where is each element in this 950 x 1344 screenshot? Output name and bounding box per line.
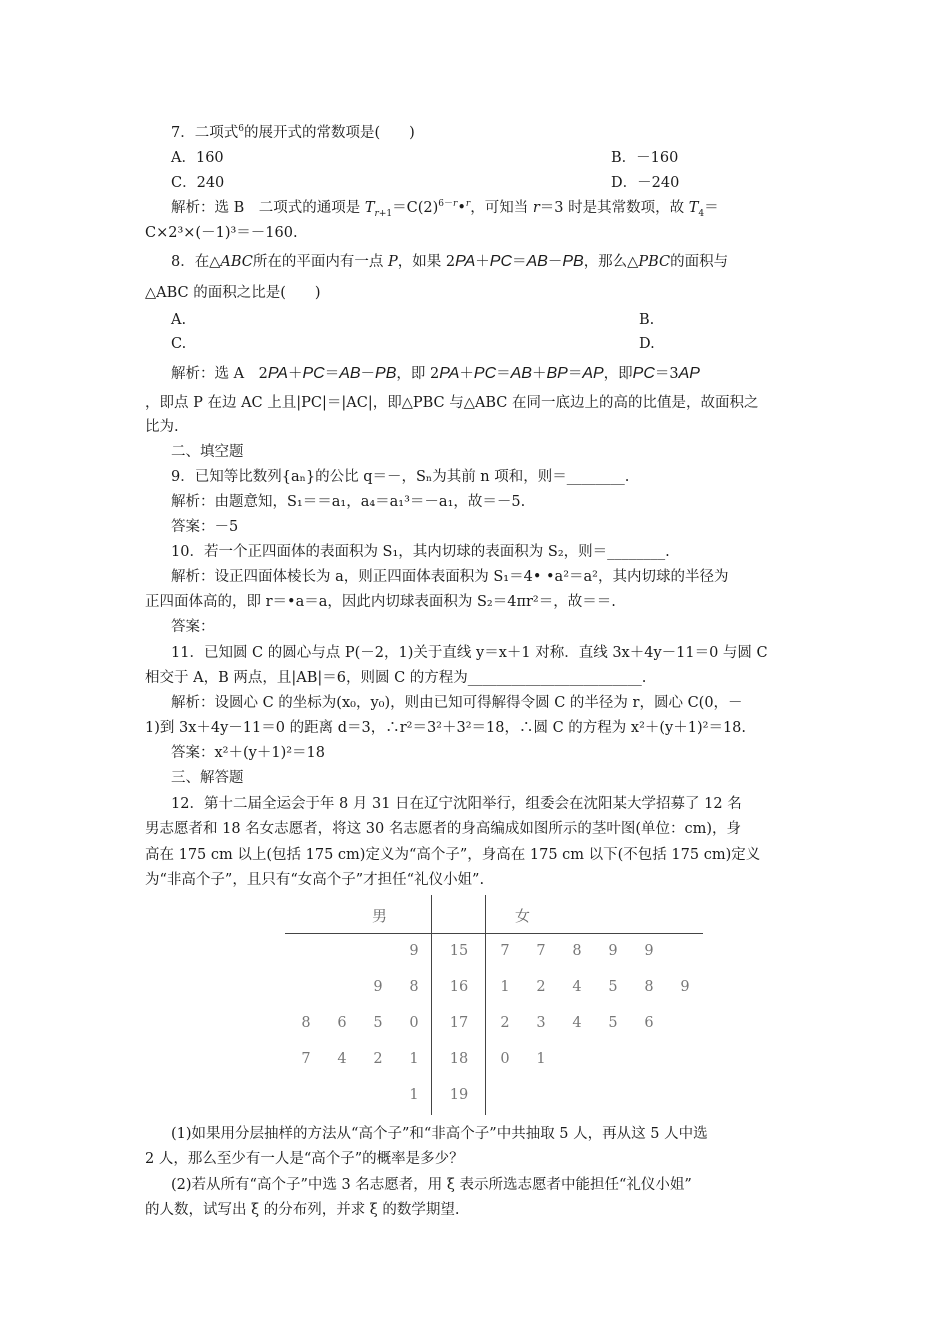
q9-answer: 答案：－5: [171, 519, 239, 535]
male-leaf: 9: [409, 943, 419, 959]
q10-analysis-line1: 解析：设正四面体棱长为 a，则正四面体表面积为 S₁＝4• •a²＝a²，其内切球的半径为: [171, 569, 729, 585]
female-leaf: 7: [536, 943, 546, 959]
stem-value: 15: [449, 943, 469, 959]
female-leaf: 6: [644, 1015, 654, 1031]
q7-analysis-line1: 解析：选 B 二项式的通项是 $T_{r+1}=C(2)^{6-r}•^r$，可知当 r＝3 时是其常数项，故 $T_4=$: [171, 199, 719, 219]
q7-options-cd: [171, 173, 821, 193]
q8-option-d: D.: [639, 336, 655, 352]
female-header: 女: [515, 907, 531, 925]
q7-analysis-line2: C×2³×(－1)³＝－160.: [145, 225, 298, 241]
q7-option-d: D．－240: [611, 175, 680, 191]
q11-analysis-line1: 解析：设圆心 C 的坐标为(x₀，y₀)，则由已知可得解得令圆 C 的半径为 r，圆心 C(0，－: [171, 695, 743, 711]
female-leaf: 4: [572, 979, 582, 995]
q9-stem: 9．已知等比数列{aₙ}的公比 q＝－，Sₙ为其前 n 项和，则＝________.: [171, 469, 630, 485]
female-leaf: 4: [572, 1015, 582, 1031]
q8-stem-line2: △ABC 的面积之比是( ): [145, 285, 321, 301]
female-leaf: 7: [500, 943, 510, 959]
q8-analysis-line3: 比为.: [145, 419, 179, 435]
q8-option-b: B.: [639, 312, 655, 328]
female-leaf: 5: [608, 979, 618, 995]
male-leaf: 8: [409, 979, 419, 995]
stem-value: 16: [449, 979, 469, 995]
stem-value: 19: [449, 1087, 469, 1103]
q10-analysis-line2: 正四面体高的，即 r＝•a＝a，因此内切球表面积为 S₂＝4πr²＝，故＝＝.: [145, 594, 616, 610]
q11-stem-line1: 11．已知圆 C 的圆心与点 P(－2，1)关于直线 y＝x＋1 对称．直线 3x＋4y－11＝0 与圆 C: [171, 645, 768, 661]
q7-option-a: A．160: [171, 150, 224, 166]
q12-part2-line2: 的人数，试写出 ξ 的分布列，并求 ξ 的数学期望.: [145, 1202, 460, 1218]
q8-option-a: A.: [171, 312, 187, 328]
male-leaf: 0: [409, 1015, 419, 1031]
male-leaf: 8: [301, 1015, 311, 1031]
section-fill-in-heading: 二、填空题: [171, 444, 244, 460]
q12-stem-line3: 高在 175 cm 以上(包括 175 cm)定义为“高个子”，身高在 175 cm 以下(不包括 175 cm)定义: [145, 847, 761, 863]
male-leaf: 2: [373, 1051, 383, 1067]
female-leaf: 5: [608, 1015, 618, 1031]
male-leaf: 1: [409, 1051, 419, 1067]
female-leaf: 9: [680, 979, 690, 995]
female-leaf: 2: [536, 979, 546, 995]
q11-stem-line2: 相交于 A，B 两点，且|AB|＝6，则圆 C 的方程为________________________.: [145, 670, 647, 686]
q12-stem-line1: 12．第十二届全运会于年 8 月 31 日在辽宁沈阳举行，组委会在沈阳某大学招募了 12 名: [171, 796, 742, 812]
q10-answer: 答案：: [171, 619, 215, 635]
female-leaf: 1: [536, 1051, 546, 1067]
stem-value: 18: [449, 1051, 469, 1067]
male-leaf: 9: [373, 979, 383, 995]
q9-analysis: 解析：由题意知，S₁＝＝a₁，a₄＝a₁³＝－a₁，故＝－5.: [171, 494, 526, 510]
section-solution-heading: 三、解答题: [171, 770, 244, 786]
q8-options-cd: [171, 334, 821, 354]
stem-value: 17: [449, 1015, 469, 1031]
q8-analysis-line1: 解析：选 A 2PA＋PC＝AB－PB，即 2PA＋PC＝AB＋BP＝AP，即PC＝3AP: [171, 365, 700, 382]
q8-option-c: C.: [171, 336, 187, 352]
stem-leaf-plot: [285, 893, 705, 1118]
female-leaf: 0: [500, 1051, 510, 1067]
q11-analysis-line2: 1)到 3x＋4y－11＝0 的距离 d＝3，∴r²＝3²＋3²＝18，∴圆 C 的方程为 x²＋(y＋1)²＝18.: [145, 720, 746, 736]
table-header-divider: [285, 933, 703, 934]
q11-answer: 答案：x²＋(y＋1)²＝18: [171, 745, 325, 761]
female-leaf: 3: [536, 1015, 546, 1031]
male-leaf: 5: [373, 1015, 383, 1031]
male-leaf: 7: [301, 1051, 311, 1067]
q7-option-b: B．－160: [611, 150, 679, 166]
q12-part2-line1: (2)若从所有“高个子”中选 3 名志愿者，用 ξ 表示所选志愿者中能担任“礼仪小姐”: [171, 1177, 692, 1193]
female-leaf: 8: [644, 979, 654, 995]
male-leaf: 1: [409, 1087, 419, 1103]
male-leaf: 4: [337, 1051, 347, 1067]
male-leaf: 6: [337, 1015, 347, 1031]
q12-part1-line1: (1)如果用分层抽样的方法从“高个子”和“非高个子”中共抽取 5 人，再从这 5 人中选: [171, 1126, 708, 1142]
q7-option-c: C．240: [171, 175, 225, 191]
female-leaf: 9: [608, 943, 618, 959]
stem-divider-left: [431, 895, 432, 1115]
female-leaf: 1: [500, 979, 510, 995]
q12-part1-line2: 2 人，那么至少有一人是“高个子”的概率是多少？: [145, 1151, 464, 1167]
q10-stem: 10．若一个正四面体的表面积为 S₁，其内切球的表面积为 S₂，则＝________.: [171, 544, 670, 560]
q12-stem-line2: 男志愿者和 18 名女志愿者，将这 30 名志愿者的身高编成如图所示的茎叶图(单位：cm)，身: [145, 821, 742, 837]
q12-stem-line4: 为“非高个子”，且只有“女高个子”才担任“礼仪小姐”.: [145, 872, 485, 888]
female-leaf: 8: [572, 943, 582, 959]
q8-options-ab: [171, 310, 821, 330]
female-leaf: 2: [500, 1015, 510, 1031]
male-header: 男: [372, 907, 388, 925]
female-leaf: 9: [644, 943, 654, 959]
q7-options-ab: [171, 148, 821, 168]
q8-stem-line1: 8．在△ABC所在的平面内有一点 P，如果 2PA＋PC＝AB－PB，那么△PBC的面积与: [171, 253, 729, 270]
stem-divider-right: [485, 895, 486, 1115]
q8-analysis-line2: ，即点 P 在边 AC 上且|PC|＝|AC|，即△PBC 与△ABC 在同一底边上的高的比值是，故面积之: [145, 395, 759, 411]
q7-stem: 7．二项式$^6$的展开式的常数项是( ): [171, 124, 415, 141]
